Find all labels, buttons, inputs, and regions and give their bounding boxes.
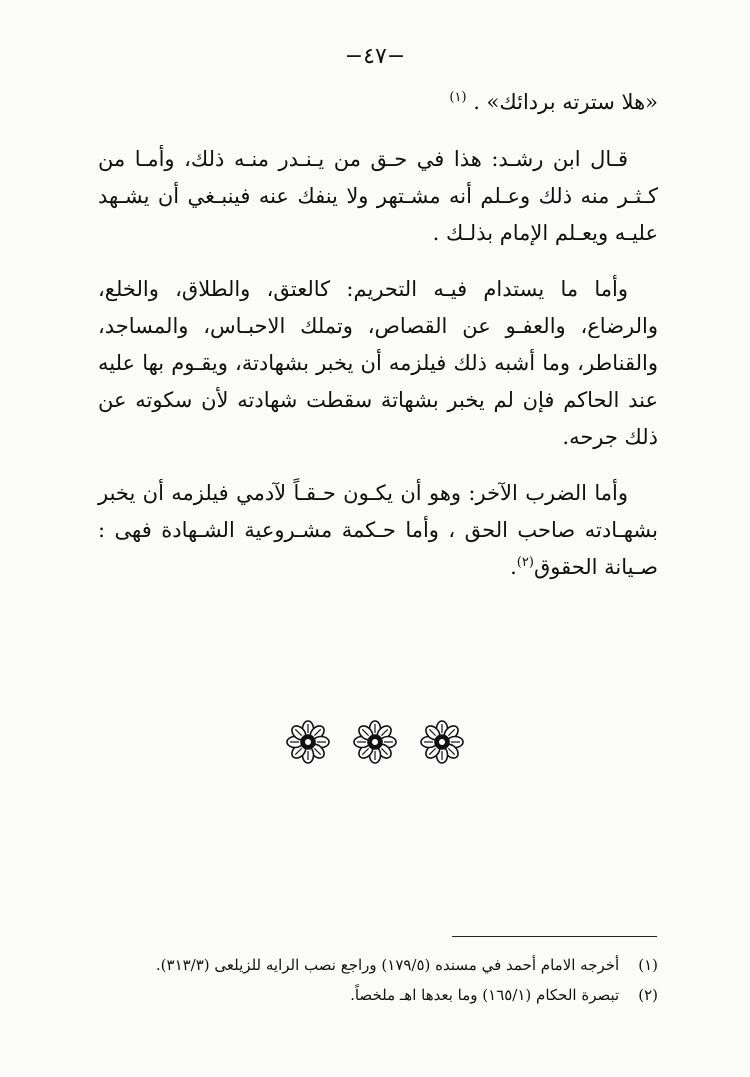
paragraph-continuous-prohibition: وأما ما يستدام فيـه التحريم: كالعتق، والطلاق، والخلع، والرضاع، والعفـو عن القصاص، وتملك الاحبـاس، والمساجد، والقناطر، وما أشبه ذلك فيلزمه أن يخبر بشهادتة، ويقـوم بها عليه عند الحاكم فإن لم يخبر بشهاتة سقطت شهادته لأن سكوته عن ذلك جرحه. bbox=[98, 277, 658, 449]
section-ornaments bbox=[0, 720, 750, 768]
footnote-text: تبصرة الحكام (١٦٥/١) وما بعدها اهـ ملخصاً. bbox=[350, 986, 620, 1004]
footnote-divider bbox=[452, 936, 657, 937]
flower-ornament-icon bbox=[353, 720, 397, 764]
footnote-text: أخرجه الامام أحمد في مسنده (١٧٩/٥) وراجع نصب الرايه للزيلعى (٣١٣/٣). bbox=[155, 956, 620, 974]
footnote-2 bbox=[98, 980, 658, 1010]
footnotes bbox=[98, 950, 658, 1010]
quote-text: «هلا سترته بردائك» . bbox=[473, 90, 658, 114]
paragraph-other-type bbox=[98, 475, 658, 586]
footnote-number: (١) bbox=[638, 956, 658, 974]
footnote-ref-1[interactable]: (١) bbox=[449, 90, 467, 105]
flower-ornament-icon bbox=[286, 720, 330, 764]
footnote-number: (٢) bbox=[638, 986, 658, 1004]
main-text bbox=[98, 84, 658, 605]
footnote-1 bbox=[98, 950, 658, 980]
paragraph-ibn-rushd: قـال ابن رشـد: هذا في حـق من يـنـدر منـه ذلك، وأمـا من كـثـر منه ذلك وعـلم أنه مشـتهر ولا ينفك عنه فينبـغي أن يشـهد عليـه ويعـلم الإمام بذلـك . bbox=[98, 147, 658, 245]
paragraph-quote bbox=[98, 84, 658, 121]
paragraph-other-type-text: وأما الضرب الآخر: وهو أن يكـون حـقـاً لآدمي فيلزمه أن يخبر بشهـادته صاحب الحق ، وأما حـكمة مشـروعية الشـهادة فهى : صـيانة الحقوق bbox=[98, 481, 658, 579]
flower-ornament-icon bbox=[420, 720, 464, 764]
footnote-ref-2[interactable]: (٢) bbox=[516, 555, 534, 570]
page-number: −٤٧− bbox=[344, 44, 406, 69]
paragraph-end-period: . bbox=[510, 555, 517, 579]
